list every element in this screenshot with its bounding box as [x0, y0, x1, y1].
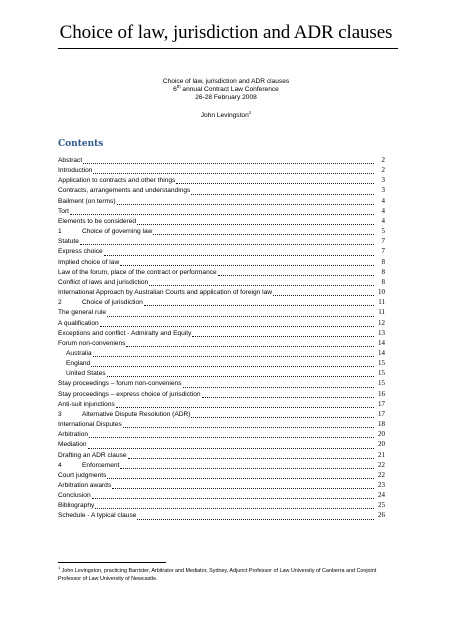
toc-entry[interactable] [58, 451, 385, 461]
toc-entry[interactable] [58, 166, 385, 176]
toc-entry-label: Schedule - A typical clause [58, 512, 137, 520]
footnote [58, 565, 388, 583]
toc-entry-label: A qualification [58, 319, 99, 327]
toc-entry-label: Law of the forum, place of the contract or performance [58, 268, 217, 276]
toc-leader-dots [183, 386, 374, 388]
toc-entry[interactable] [58, 349, 385, 359]
toc-leader-dots [149, 284, 374, 286]
contents-heading: Contents [58, 139, 104, 149]
toc-entry-label: Arbitration awards [58, 482, 112, 489]
toc-entry[interactable] [58, 298, 385, 308]
toc-leader-dots [93, 355, 374, 357]
conference-dates: 26-28 February 2008 [195, 94, 257, 102]
conference-name: annual Contract Law Conference [180, 86, 279, 94]
toc-entry[interactable] [58, 176, 385, 186]
toc-entry[interactable] [58, 186, 385, 196]
toc-entry-label: Bailment (on terms) [58, 197, 116, 205]
toc-leader-dots [144, 304, 374, 306]
toc-leader-dots [107, 315, 374, 317]
toc-entry-page: 8 [381, 267, 385, 276]
toc-entry[interactable] [58, 379, 385, 389]
toc-entry-page: 17 [378, 409, 385, 418]
author-name: John Levingston [200, 111, 249, 119]
toc-entry-page: 11 [378, 308, 385, 317]
toc-entry-label: United States [66, 370, 106, 378]
toc-entry-label: Anti-suit injunctions [58, 400, 115, 408]
toc-leader-dots [218, 274, 374, 276]
toc-entry-label: International Disputes [58, 421, 122, 429]
toc-entry-page: 15 [378, 369, 385, 378]
toc-entry-label: Conclusion [58, 492, 91, 500]
toc-entry-label: Contracts, arrangements and understandings [58, 187, 191, 195]
toc-entry-page: 24 [378, 491, 385, 500]
toc-leader-dots [192, 335, 374, 337]
toc-entry[interactable] [58, 288, 385, 298]
toc-leader-dots [123, 426, 374, 428]
toc-entry-page: 3 [381, 176, 385, 185]
toc-entry-label: Tort [58, 207, 69, 215]
toc-leader-dots [107, 375, 374, 377]
toc-entry-label: Statute [58, 238, 79, 246]
toc-entry[interactable] [58, 329, 385, 339]
author-line [0, 109, 452, 120]
toc-entry-page: 2 [381, 156, 385, 164]
conference-ordinal: 6 [173, 86, 177, 94]
conference-ordinal-suffix: th [176, 84, 181, 90]
toc-entry[interactable] [58, 278, 385, 288]
toc-leader-dots [92, 497, 374, 499]
toc-entry[interactable] [58, 491, 385, 501]
toc-entry-label: Australia [66, 349, 92, 357]
toc-entry-label: Application to contracts and other things [58, 177, 176, 185]
toc-entry-page: 14 [378, 338, 385, 347]
toc-entry[interactable] [58, 207, 385, 217]
toc-entry-page: 17 [378, 399, 385, 408]
toc-entry-label: Stay proceedings – express choice of jurisdiction [58, 390, 201, 398]
toc-entry-label: Bibliography [58, 502, 95, 510]
toc-entry[interactable] [58, 359, 385, 369]
toc-entry[interactable] [58, 156, 385, 166]
toc-entry-page: 8 [381, 277, 385, 286]
toc-entry-page: 7 [381, 237, 385, 246]
toc-entry-label: Exceptions and conflict - Admiralty and Equity [58, 329, 192, 337]
toc-leader-dots [104, 254, 374, 256]
cover-block [0, 78, 452, 120]
toc-leader-dots [107, 477, 374, 479]
toc-entry[interactable] [58, 197, 385, 207]
toc-leader-dots [116, 406, 374, 408]
toc-entry-page: 22 [378, 470, 385, 479]
toc-entry[interactable] [58, 319, 385, 329]
toc-leader-dots [128, 457, 374, 459]
toc-entry-page: 10 [378, 288, 385, 297]
toc-entry[interactable] [58, 481, 385, 491]
page-title: Choice of law, jurisdiction and ADR clauses [59, 22, 393, 43]
toc-entry[interactable] [58, 511, 385, 521]
toc-entry-page: 11 [378, 298, 385, 307]
toc-entry[interactable] [58, 369, 385, 379]
toc-leader-dots [126, 345, 374, 347]
toc-entry-label: England [66, 360, 91, 368]
toc-entry[interactable] [58, 247, 385, 257]
toc-leader-dots [120, 264, 374, 266]
toc-entry[interactable] [58, 390, 385, 400]
toc-entry-label: Forum non-conveniens [58, 339, 126, 347]
toc-entry[interactable] [58, 217, 385, 227]
footnote-ref[interactable]: 1 [248, 109, 252, 115]
toc-entry[interactable] [58, 400, 385, 410]
toc-entry-page: 3 [381, 186, 385, 195]
toc-entry-page: 2 [381, 166, 385, 175]
toc-leader-dots [95, 507, 374, 509]
toc-leader-dots [88, 447, 374, 449]
toc-entry[interactable] [58, 501, 385, 511]
toc-entry-page: 26 [378, 511, 385, 520]
toc-leader-dots [89, 436, 374, 438]
toc-entry[interactable] [58, 339, 385, 349]
toc-leader-dots [191, 193, 374, 195]
toc-entry-number: 4 [58, 461, 62, 469]
toc-entry[interactable] [58, 440, 385, 450]
toc-entry-label: Choice of governing law [82, 228, 153, 236]
toc-leader-dots [273, 294, 374, 296]
toc-leader-dots [191, 416, 374, 418]
toc-entry-label: Abstract [58, 157, 83, 164]
toc-leader-dots [83, 162, 374, 164]
toc-entry-page: 23 [378, 481, 385, 489]
toc-leader-dots [153, 233, 374, 235]
toc-entry-label: Alternative Dispute Resolution (ADR) [82, 410, 191, 418]
toc-entry[interactable] [58, 420, 385, 430]
toc-entry-label: Arbitration [58, 431, 89, 439]
toc-entry-page: 16 [378, 389, 385, 398]
toc-entry-page: 12 [378, 318, 385, 327]
toc-entry-page: 20 [378, 430, 385, 439]
toc-entry[interactable] [58, 237, 385, 247]
toc-entry-label: Stay proceedings – forum non-conveniens [58, 380, 182, 388]
toc-entry-page: 22 [378, 460, 385, 469]
toc-leader-dots [70, 213, 374, 215]
footnote-mark: 1 [58, 565, 61, 571]
toc-entry-page: 7 [381, 247, 385, 256]
toc-entry-page: 20 [378, 440, 385, 449]
toc-entry-label: Conflict of laws and jurisdiction [58, 278, 149, 286]
toc-entry[interactable] [58, 471, 385, 481]
toc-entry-page: 15 [378, 379, 385, 388]
toc-leader-dots [137, 518, 374, 520]
toc-entry-label: Enforcement [82, 461, 120, 469]
toc-leader-dots [112, 487, 374, 489]
toc-entry-number: 2 [58, 299, 62, 307]
toc-leader-dots [100, 325, 374, 327]
title-rule [58, 48, 398, 49]
toc-entry-label: Drafting an ADR clause [58, 451, 127, 459]
toc-leader-dots [93, 172, 374, 174]
toc-entry-label: Express choice [58, 248, 103, 256]
toc-entry[interactable] [58, 268, 385, 278]
toc-entry-page: 15 [378, 359, 385, 368]
toc-entry-label: Mediation [58, 441, 87, 449]
toc-entry-page: 8 [381, 257, 385, 266]
toc-entry-page: 18 [378, 420, 385, 429]
toc-entry-page: 4 [381, 206, 385, 215]
toc-entry[interactable] [58, 258, 385, 268]
toc-entry-page: 13 [378, 328, 385, 337]
toc-entry[interactable] [58, 308, 385, 318]
footnote-rule [58, 562, 166, 563]
toc-entry-label: International Approach by Australian Courts and application of foreign law [58, 289, 273, 297]
toc-entry-page: 4 [381, 216, 385, 225]
toc-entry-page: 14 [378, 348, 385, 357]
toc-entry-label: Choice of jurisdiction [82, 299, 143, 307]
toc-entry-label: Elements to be considered [58, 217, 137, 225]
toc-entry-label: Implied choice of law [58, 258, 120, 266]
toc-entry[interactable] [58, 227, 385, 237]
toc-entry[interactable] [58, 410, 385, 420]
toc-leader-dots [137, 223, 374, 225]
conference-line [0, 86, 452, 94]
toc-leader-dots [117, 203, 374, 205]
toc-entry[interactable] [58, 461, 385, 471]
toc-entry-page: 4 [381, 196, 385, 205]
toc-leader-dots [176, 182, 374, 184]
toc-entry-page: 21 [378, 450, 385, 459]
toc-entry[interactable] [58, 430, 385, 440]
toc-entry-number: 1 [58, 228, 62, 236]
toc-entry-number: 3 [58, 410, 62, 418]
toc-entry-label: The general rule [58, 309, 107, 317]
toc-leader-dots [80, 243, 374, 245]
toc-entry-page: 5 [381, 227, 385, 236]
table-of-contents [58, 156, 385, 522]
toc-entry-label: Court judgments [58, 471, 107, 479]
cover-title: Choice of law, jurisdiction and ADR clauses [162, 78, 290, 85]
toc-entry-label: Introduction [58, 167, 93, 175]
toc-leader-dots [91, 365, 374, 367]
footnote-text: John Levingston, practicing Barrister, Arbitrator and Mediator, Sydney, Adjunct Professor of Law University of Canberra and Conjoint Professor of Law University of Newcastle. [58, 568, 377, 582]
toc-leader-dots [202, 396, 374, 398]
toc-entry-page: 25 [378, 501, 385, 510]
toc-leader-dots [120, 467, 374, 469]
